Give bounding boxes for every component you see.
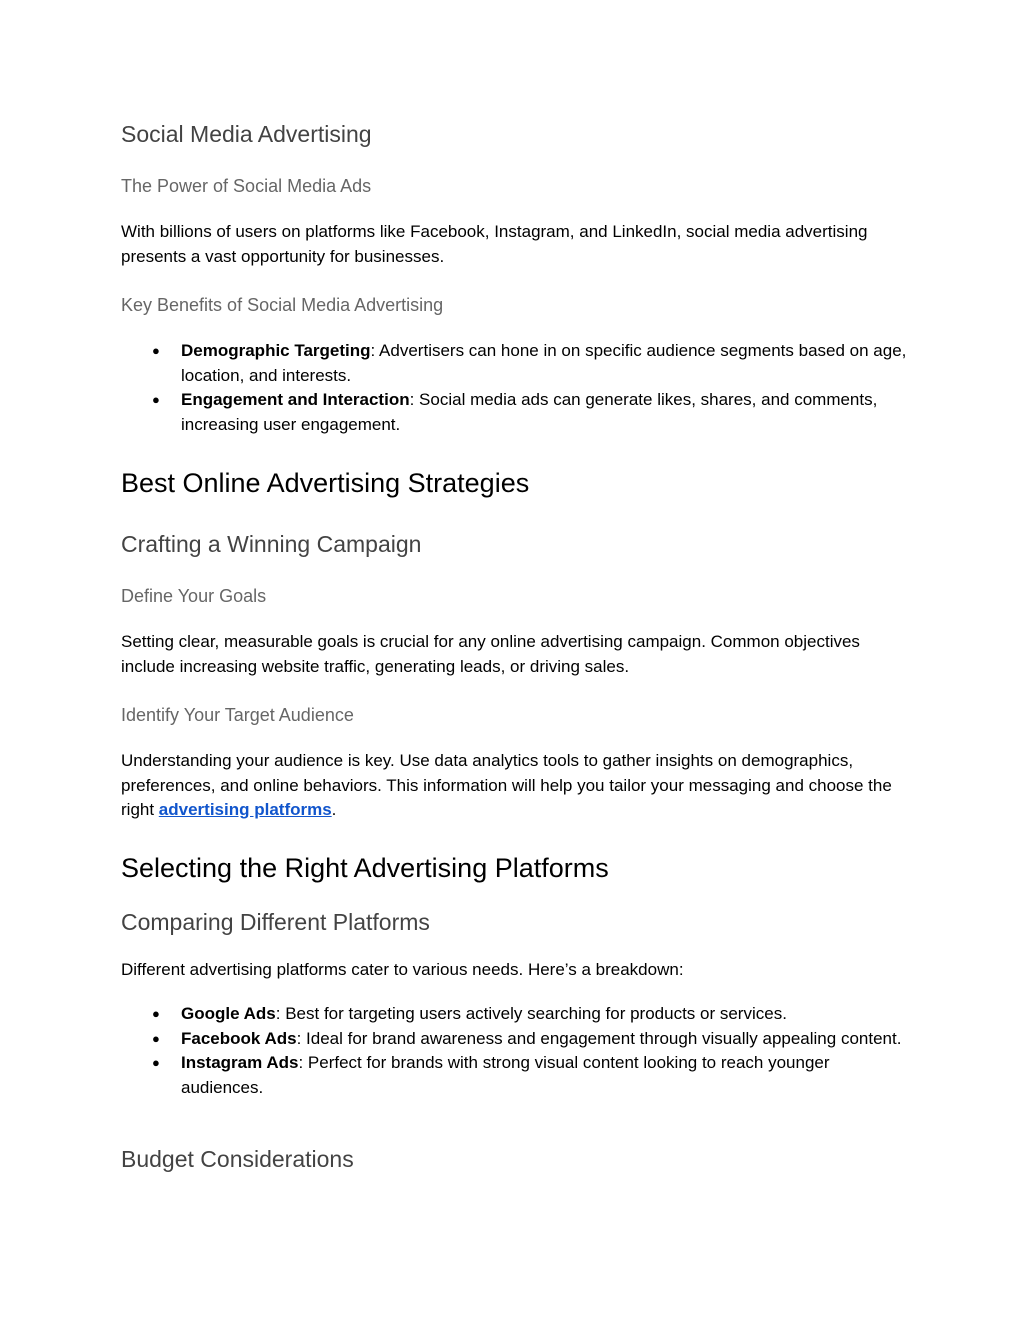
comparing-paragraph: Different advertising platforms cater to various needs. Here’s a breakdown: [121,960,684,979]
bullet-icon: ● [152,1030,160,1046]
power-of-social-media-ads-heading: The Power of Social Media Ads [121,176,372,196]
define-goals-heading: Define Your Goals [121,586,267,606]
platform-description: : Ideal for brand awareness and engagement through visually appealing content. [296,1028,902,1048]
benefit-term: Engagement and Interaction [181,390,410,409]
benefit-description: : Advertisers can hone in on specific audience segments based on age, location, and interests. [181,341,907,385]
bullet-icon: ● [152,343,160,358]
selecting-platforms-heading: Selecting the Right Advertising Platforms [121,853,609,883]
crafting-campaign-heading: Crafting a Winning Campaign [121,531,422,557]
goals-paragraph: Setting clear, measurable goals is crucial for any online advertising campaign. Common objectives include increasing website traffic, generating leads, or driving sales. [121,632,860,676]
comparing-platforms-heading: Comparing Different Platforms [121,909,430,935]
bullet-icon: ● [152,392,160,407]
list-item [121,1002,911,1027]
list-item [121,1027,911,1052]
budget-considerations-heading: Budget Considerations [121,1146,354,1172]
platform-description: : Best for targeting users actively searching for products or services. [275,1004,787,1023]
best-strategies-heading: Best Online Advertising Strategies [121,468,530,498]
platform-term: Google Ads [181,1004,276,1023]
platform-term: Facebook Ads [181,1028,297,1048]
audience-text: Understanding your audience is key. Use data analytics tools to gather insights on demographics, preferences, and online behaviors. This information will help you tailor your messaging and choose the right [121,751,892,819]
target-audience-heading: Identify Your Target Audience [121,705,354,725]
benefits-list [121,339,911,437]
bullet-icon: ● [152,1006,160,1021]
advertising-platforms-link[interactable]: advertising platforms [158,800,332,819]
social-media-advertising-heading: Social Media Advertising [121,121,372,147]
key-benefits-heading: Key Benefits of Social Media Advertising [121,295,444,315]
benefit-description: : Social media ads can generate likes, shares, and comments, increasing user engagement. [181,390,878,434]
list-item [121,388,911,437]
platforms-list [121,1002,911,1100]
audience-paragraph [121,749,911,823]
platform-description: : Perfect for brands with strong visual content looking to reach younger audiences. [181,1053,830,1097]
platform-term: Instagram Ads [181,1053,299,1072]
audience-text-end: . [331,800,337,819]
benefit-term: Demographic Targeting [181,341,371,360]
list-item [121,1051,911,1100]
power-paragraph: With billions of users on platforms like Facebook, Instagram, and LinkedIn, social media advertising presents a vast opportunity for businesses. [121,222,868,266]
list-item [121,339,911,388]
bullet-icon: ● [152,1055,160,1070]
